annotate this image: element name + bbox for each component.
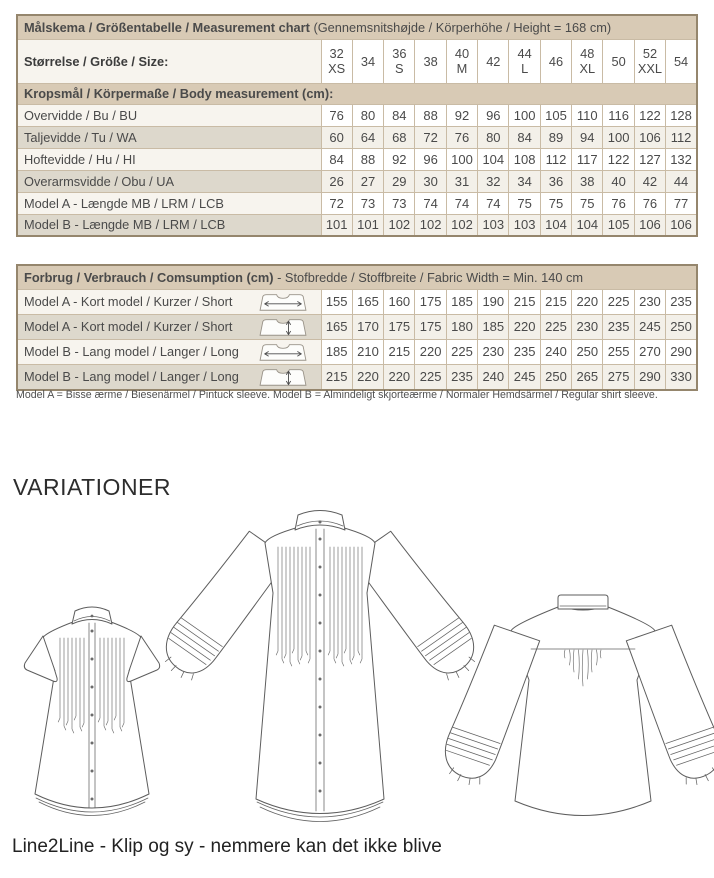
measurement-value-cell: 73 bbox=[384, 192, 415, 214]
consumption-value-cell: 245 bbox=[509, 364, 540, 390]
consumption-row bbox=[17, 364, 697, 390]
body-measurement-section-cell bbox=[17, 83, 697, 104]
consumption-value-cell: 220 bbox=[415, 339, 446, 364]
fabric-length-arrow-icon bbox=[256, 316, 312, 338]
measurement-value-cell: 75 bbox=[509, 192, 540, 214]
measurement-value-cell: 92 bbox=[384, 148, 415, 170]
measurement-value-cell: 102 bbox=[446, 214, 477, 236]
consumption-row-label: Model A - Kort model / Kurzer / Short bbox=[24, 319, 233, 334]
size-letter: XL bbox=[579, 61, 596, 76]
measurement-value-cell: 73 bbox=[352, 192, 383, 214]
consumption-title-bold: Forbrug / Verbrauch / Comsumption (cm) bbox=[24, 269, 274, 285]
measurement-value-cell: 127 bbox=[634, 148, 665, 170]
consumption-title-row bbox=[17, 265, 697, 289]
consumption-value-cell: 175 bbox=[384, 314, 415, 339]
measurement-value-cell: 106 bbox=[634, 126, 665, 148]
consumption-value-cell: 275 bbox=[603, 364, 634, 390]
measurement-value-cell: 74 bbox=[415, 192, 446, 214]
consumption-row-label-cell bbox=[17, 314, 321, 339]
collar-button bbox=[319, 521, 322, 524]
consumption-value-cell: 235 bbox=[509, 339, 540, 364]
measurement-value-cell: 72 bbox=[321, 192, 352, 214]
consumption-value-cell: 240 bbox=[540, 339, 571, 364]
measurement-value-cell: 110 bbox=[572, 104, 603, 126]
measurement-value-cell: 108 bbox=[509, 148, 540, 170]
measurement-value-cell: 29 bbox=[384, 170, 415, 192]
measurement-value-cell: 96 bbox=[415, 148, 446, 170]
size-number: 46 bbox=[548, 53, 564, 69]
measurement-value-cell: 75 bbox=[572, 192, 603, 214]
measurement-value-cell: 72 bbox=[415, 126, 446, 148]
measurement-value-cell: 100 bbox=[509, 104, 540, 126]
size-number: 50 bbox=[611, 53, 626, 69]
consumption-value-cell: 215 bbox=[384, 339, 415, 364]
size-number: 48 bbox=[580, 46, 595, 61]
consumption-row-label-cell bbox=[17, 289, 321, 314]
measurement-row bbox=[17, 148, 697, 170]
measurement-value-cell: 60 bbox=[321, 126, 352, 148]
size-cell bbox=[634, 39, 665, 83]
measurement-title-cell bbox=[17, 15, 697, 39]
size-letter: L bbox=[521, 61, 529, 76]
measurement-value-cell: 128 bbox=[666, 104, 697, 126]
measurement-value-cell: 89 bbox=[540, 126, 571, 148]
consumption-value-cell: 230 bbox=[478, 339, 509, 364]
size-number: 44 bbox=[517, 46, 532, 61]
measurement-value-cell: 103 bbox=[478, 214, 509, 236]
measurement-value-cell: 77 bbox=[666, 192, 697, 214]
consumption-value-cell: 230 bbox=[634, 289, 665, 314]
measurement-value-cell: 76 bbox=[603, 192, 634, 214]
consumption-row-label-cell bbox=[17, 364, 321, 390]
measurement-value-cell: 38 bbox=[572, 170, 603, 192]
measurement-value-cell: 40 bbox=[603, 170, 634, 192]
size-cell bbox=[415, 39, 446, 83]
measurement-value-cell: 100 bbox=[446, 148, 477, 170]
size-row-label: Størrelse / Größe / Size: bbox=[17, 39, 321, 83]
measurement-row-label: Hoftevidde / Hu / HI bbox=[17, 148, 321, 170]
size-number: 42 bbox=[486, 53, 501, 69]
consumption-value-cell: 180 bbox=[446, 314, 477, 339]
measurement-value-cell: 27 bbox=[352, 170, 383, 192]
size-number: 54 bbox=[673, 53, 689, 69]
measurement-row bbox=[17, 104, 697, 126]
size-cell bbox=[603, 39, 634, 83]
consumption-row-label-cell bbox=[17, 339, 321, 364]
measurement-value-cell: 101 bbox=[352, 214, 383, 236]
size-cell bbox=[384, 39, 415, 83]
size-letter: M bbox=[456, 61, 468, 76]
measurement-value-cell: 34 bbox=[509, 170, 540, 192]
size-row bbox=[17, 39, 697, 83]
measurement-value-cell: 106 bbox=[666, 214, 697, 236]
measurement-value-cell: 96 bbox=[478, 104, 509, 126]
consumption-value-cell: 245 bbox=[634, 314, 665, 339]
consumption-row bbox=[17, 314, 697, 339]
consumption-row-label-inner bbox=[24, 291, 315, 313]
consumption-value-cell: 215 bbox=[321, 364, 352, 390]
consumption-title-cell bbox=[17, 265, 697, 289]
measurement-value-cell: 88 bbox=[415, 104, 446, 126]
size-cell bbox=[352, 39, 383, 83]
size-number: 40 bbox=[454, 46, 470, 61]
shirt-front-long-three-quarter-sleeve-drawing bbox=[170, 503, 470, 825]
consumption-value-cell: 215 bbox=[509, 289, 540, 314]
measurement-value-cell: 132 bbox=[666, 148, 697, 170]
consumption-value-cell: 230 bbox=[572, 314, 603, 339]
consumption-value-cell: 235 bbox=[446, 364, 477, 390]
measurement-value-cell: 103 bbox=[509, 214, 540, 236]
consumption-value-cell: 185 bbox=[446, 289, 477, 314]
consumption-value-cell: 210 bbox=[352, 339, 383, 364]
measurement-table bbox=[16, 14, 698, 237]
size-number: 32 bbox=[329, 46, 344, 61]
measurement-value-cell: 116 bbox=[603, 104, 634, 126]
measurement-value-cell: 44 bbox=[666, 170, 697, 192]
measurement-value-cell: 104 bbox=[540, 214, 571, 236]
measurement-value-cell: 84 bbox=[509, 126, 540, 148]
size-number: 36 bbox=[392, 46, 407, 61]
measurement-value-cell: 64 bbox=[352, 126, 383, 148]
consumption-value-cell: 220 bbox=[509, 314, 540, 339]
consumption-value-cell: 270 bbox=[634, 339, 665, 364]
size-letter: XXL bbox=[637, 61, 663, 76]
measurement-value-cell: 100 bbox=[603, 126, 634, 148]
consumption-row bbox=[17, 289, 697, 314]
consumption-value-cell: 170 bbox=[352, 314, 383, 339]
consumption-value-cell: 165 bbox=[321, 314, 352, 339]
measurement-value-cell: 102 bbox=[384, 214, 415, 236]
consumption-value-cell: 240 bbox=[478, 364, 509, 390]
consumption-value-cell: 225 bbox=[415, 364, 446, 390]
body-measurement-section-title: Kropsmål / Körpermaße / Body measurement (cm): bbox=[24, 86, 334, 101]
consumption-value-cell: 155 bbox=[321, 289, 352, 314]
collar-button bbox=[91, 615, 94, 618]
shirt-front-short-sleeve-drawing bbox=[10, 598, 180, 830]
consumption-value-cell: 175 bbox=[415, 314, 446, 339]
measurement-value-cell: 88 bbox=[352, 148, 383, 170]
measurement-value-cell: 105 bbox=[603, 214, 634, 236]
size-cell bbox=[509, 39, 540, 83]
consumption-value-cell: 220 bbox=[572, 289, 603, 314]
consumption-row-label-inner bbox=[24, 366, 315, 388]
measurement-value-cell: 102 bbox=[415, 214, 446, 236]
measurement-value-cell: 74 bbox=[446, 192, 477, 214]
consumption-row bbox=[17, 339, 697, 364]
consumption-value-cell: 175 bbox=[415, 289, 446, 314]
consumption-value-cell: 290 bbox=[666, 339, 697, 364]
consumption-value-cell: 160 bbox=[384, 289, 415, 314]
measurement-row-label: Overvidde / Bu / BU bbox=[17, 104, 321, 126]
consumption-table bbox=[16, 264, 698, 391]
size-cell bbox=[446, 39, 477, 83]
consumption-value-cell: 250 bbox=[666, 314, 697, 339]
measurement-title-bold: Målskema / Größentabelle / Measurement chart bbox=[24, 19, 310, 35]
fabric-width-arrow-icon bbox=[256, 291, 312, 313]
measurement-value-cell: 104 bbox=[478, 148, 509, 170]
consumption-value-cell: 250 bbox=[572, 339, 603, 364]
measurement-value-cell: 105 bbox=[540, 104, 571, 126]
size-letter: XS bbox=[328, 61, 346, 76]
consumption-value-cell: 165 bbox=[352, 289, 383, 314]
consumption-value-cell: 225 bbox=[540, 314, 571, 339]
measurement-value-cell: 94 bbox=[572, 126, 603, 148]
size-letter: S bbox=[395, 61, 404, 76]
measurement-value-cell: 84 bbox=[321, 148, 352, 170]
measurement-value-cell: 76 bbox=[321, 104, 352, 126]
measurement-value-cell: 84 bbox=[384, 104, 415, 126]
size-number: 38 bbox=[423, 53, 438, 69]
measurement-value-cell: 76 bbox=[634, 192, 665, 214]
size-cell bbox=[540, 39, 571, 83]
consumption-value-cell: 185 bbox=[478, 314, 509, 339]
fabric-length-arrow-icon bbox=[256, 366, 312, 388]
consumption-value-cell: 190 bbox=[478, 289, 509, 314]
measurement-value-cell: 92 bbox=[446, 104, 477, 126]
variations-heading: VARIATIONER bbox=[13, 474, 171, 500]
consumption-value-cell: 265 bbox=[572, 364, 603, 390]
brand-tagline: Line2Line - Klip og sy - nemmere kan det ikke blive bbox=[12, 836, 442, 857]
measurement-value-cell: 31 bbox=[446, 170, 477, 192]
measurement-value-cell: 26 bbox=[321, 170, 352, 192]
consumption-value-cell: 185 bbox=[321, 339, 352, 364]
consumption-row-label-inner bbox=[24, 316, 315, 338]
measurement-value-cell: 76 bbox=[446, 126, 477, 148]
size-number: 34 bbox=[360, 53, 376, 69]
consumption-value-cell: 255 bbox=[603, 339, 634, 364]
measurement-value-cell: 117 bbox=[572, 148, 603, 170]
body-measurement-section-row bbox=[17, 83, 697, 104]
consumption-row-label-inner bbox=[24, 341, 315, 363]
size-cell bbox=[321, 39, 352, 83]
measurement-row-label: Model B - Længde MB / LRM / LCB bbox=[17, 214, 321, 236]
consumption-value-cell: 330 bbox=[666, 364, 697, 390]
model-footnote: Model A = Bisse ærme / Biesenärmel / Pintuck sleeve. Model B = Almindeligt skjorteærme / Normaler Hemdsärmel / Regular shirt sleeve. bbox=[16, 389, 658, 401]
measurement-value-cell: 74 bbox=[478, 192, 509, 214]
measurement-value-cell: 104 bbox=[572, 214, 603, 236]
consumption-value-cell: 290 bbox=[634, 364, 665, 390]
consumption-value-cell: 250 bbox=[540, 364, 571, 390]
consumption-row-label: Model B - Lang model / Langer / Long bbox=[24, 344, 239, 359]
size-cell bbox=[572, 39, 603, 83]
measurement-title-rest: (Gennemsnitshøjde / Körperhöhe / Height = 168 cm) bbox=[309, 19, 612, 35]
consumption-value-cell: 215 bbox=[540, 289, 571, 314]
consumption-value-cell: 235 bbox=[666, 289, 697, 314]
consumption-row-label: Model B - Lang model / Langer / Long bbox=[24, 369, 239, 384]
consumption-value-cell: 225 bbox=[603, 289, 634, 314]
measurement-value-cell: 32 bbox=[478, 170, 509, 192]
measurement-row-label: Taljevidde / Tu / WA bbox=[17, 126, 321, 148]
measurement-value-cell: 112 bbox=[666, 126, 697, 148]
measurement-value-cell: 80 bbox=[478, 126, 509, 148]
consumption-value-cell: 220 bbox=[384, 364, 415, 390]
measurement-value-cell: 75 bbox=[540, 192, 571, 214]
measurement-row-label: Model A - Længde MB / LRM / LCB bbox=[17, 192, 321, 214]
measurement-value-cell: 106 bbox=[634, 214, 665, 236]
size-cell bbox=[666, 39, 697, 83]
measurement-value-cell: 68 bbox=[384, 126, 415, 148]
measurement-value-cell: 112 bbox=[540, 148, 571, 170]
measurement-value-cell: 30 bbox=[415, 170, 446, 192]
consumption-title-rest: - Stofbredde / Stoffbreite / Fabric Width = Min. 140 cm bbox=[273, 269, 584, 285]
consumption-row-label: Model A - Kort model / Kurzer / Short bbox=[24, 294, 233, 309]
measurement-row bbox=[17, 214, 697, 236]
consumption-value-cell: 235 bbox=[603, 314, 634, 339]
measurement-row-label: Overarmsvidde / Obu / UA bbox=[17, 170, 321, 192]
consumption-value-cell: 220 bbox=[352, 364, 383, 390]
measurement-value-cell: 42 bbox=[634, 170, 665, 192]
fabric-width-arrow-icon bbox=[256, 341, 312, 363]
measurement-value-cell: 101 bbox=[321, 214, 352, 236]
measurement-value-cell: 122 bbox=[634, 104, 665, 126]
measurement-title-row bbox=[17, 15, 697, 39]
measurement-row bbox=[17, 192, 697, 214]
measurement-row bbox=[17, 126, 697, 148]
measurement-value-cell: 36 bbox=[540, 170, 571, 192]
shirt-back-view-drawing bbox=[455, 585, 711, 830]
consumption-value-cell: 225 bbox=[446, 339, 477, 364]
size-cell bbox=[478, 39, 509, 83]
measurement-value-cell: 122 bbox=[603, 148, 634, 170]
measurement-value-cell: 80 bbox=[352, 104, 383, 126]
measurement-row bbox=[17, 170, 697, 192]
size-number: 52 bbox=[642, 46, 658, 61]
